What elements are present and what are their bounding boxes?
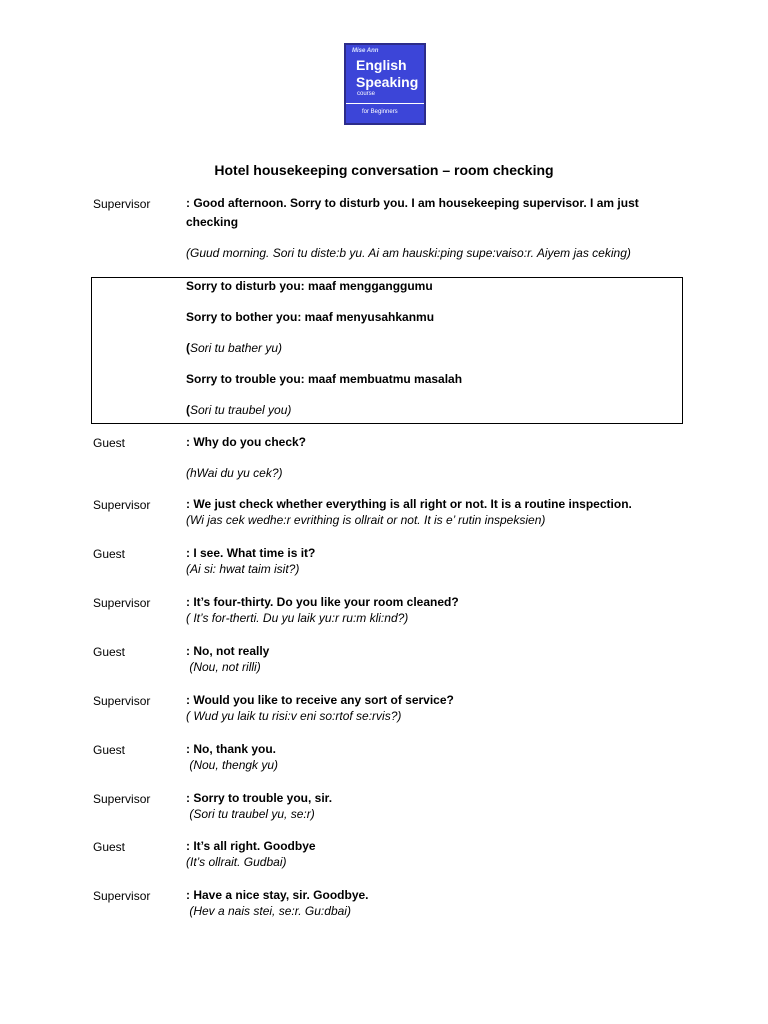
speaker-label: Supervisor xyxy=(93,197,151,211)
logo-top-text: Mise Ann xyxy=(352,48,379,54)
speaker-label: Supervisor xyxy=(93,889,151,903)
logo-line-4: for Beginners xyxy=(362,109,398,115)
speaker-label: Supervisor xyxy=(93,694,151,708)
dialog-line: : No, thank you. xyxy=(186,742,276,756)
speaker-label: Guest xyxy=(93,743,126,757)
speaker-label: Supervisor xyxy=(93,498,151,512)
vocab-item: Sorry to bother you: maaf menyusahkanmu xyxy=(186,310,435,324)
vocab-pronunciation xyxy=(186,401,291,420)
paren: ( xyxy=(186,403,190,417)
paren: ( xyxy=(186,341,190,355)
speaker-label: Guest xyxy=(93,547,126,561)
dialog-line: : Why do you check? xyxy=(186,435,307,449)
speaker-label: Guest xyxy=(93,645,126,659)
speaker-label: Supervisor xyxy=(93,596,151,610)
dialog-line: : We just check whether everything is all right or not. It is a routine inspection. xyxy=(186,497,632,511)
pronunciation-line: (Nou, not rilli) xyxy=(186,660,261,674)
pronunciation-line: ( It’s for-therti. Du yu laik yu:r ru:m kli:nd?) xyxy=(186,611,409,625)
speaker-label: Supervisor xyxy=(93,792,151,806)
pronunciation-line: (Nou, thengk yu) xyxy=(186,758,279,772)
pronunciation-line: (Ai si: hwat taim isit?) xyxy=(186,562,300,576)
logo-line-2: Speaking xyxy=(356,74,419,90)
dialog-line: : Good afternoon. Sorry to disturb you. I am housekeeping supervisor. I am just xyxy=(186,196,639,210)
logo-line-1: English xyxy=(356,57,407,73)
logo-divider xyxy=(346,103,424,104)
dialog-line: : I see. What time is it? xyxy=(186,546,316,560)
dialog-line: : Would you like to receive any sort of service? xyxy=(186,693,454,707)
dialog-line: : It’s four-thirty. Do you like your room cleaned? xyxy=(186,595,459,609)
dialog-line: : Sorry to trouble you, sir. xyxy=(186,791,333,805)
vocabulary-box xyxy=(91,277,683,424)
vocab-item: Sorry to disturb you: maaf mengganggumu xyxy=(186,279,433,293)
pron-text: Sori tu bather yu) xyxy=(190,341,283,355)
speaker-label: Guest xyxy=(93,840,126,854)
page-title: Hotel housekeeping conversation – room checking xyxy=(214,162,554,178)
pronunciation-line: (Wi jas cek wedhe:r evrithing is ollrait or not. It is e’ rutin inspeksien) xyxy=(186,513,546,527)
speaker-label: Guest xyxy=(93,436,126,450)
vocab-pronunciation xyxy=(186,339,282,358)
dialog-line: : Have a nice stay, sir. Goodbye. xyxy=(186,888,369,902)
logo-line-3: course xyxy=(357,91,376,97)
dialog-line-continued: checking xyxy=(186,215,239,229)
pronunciation-line: (Sori tu traubel yu, se:r) xyxy=(186,807,315,821)
vocab-item: Sorry to trouble you: maaf membuatmu masalah xyxy=(186,372,463,386)
course-logo xyxy=(344,43,426,125)
pronunciation-line: (It’s ollrait. Gudbai) xyxy=(186,855,287,869)
pronunciation-line: (hWai du yu cek?) xyxy=(186,466,283,480)
pronunciation-line: (Hev a nais stei, se:r. Gu:dbai) xyxy=(186,904,351,918)
pronunciation-line: ( Wud yu laik tu risi:v eni so:rtof se:rvis?) xyxy=(186,709,402,723)
pronunciation-line: (Guud morning. Sori tu diste:b yu. Ai am hauski:ping supe:vaiso:r. Aiyem jas ceking) xyxy=(186,246,631,260)
dialog-line: : No, not really xyxy=(186,644,270,658)
pron-text: Sori tu traubel you) xyxy=(190,403,292,417)
dialog-line: : It’s all right. Goodbye xyxy=(186,839,316,853)
